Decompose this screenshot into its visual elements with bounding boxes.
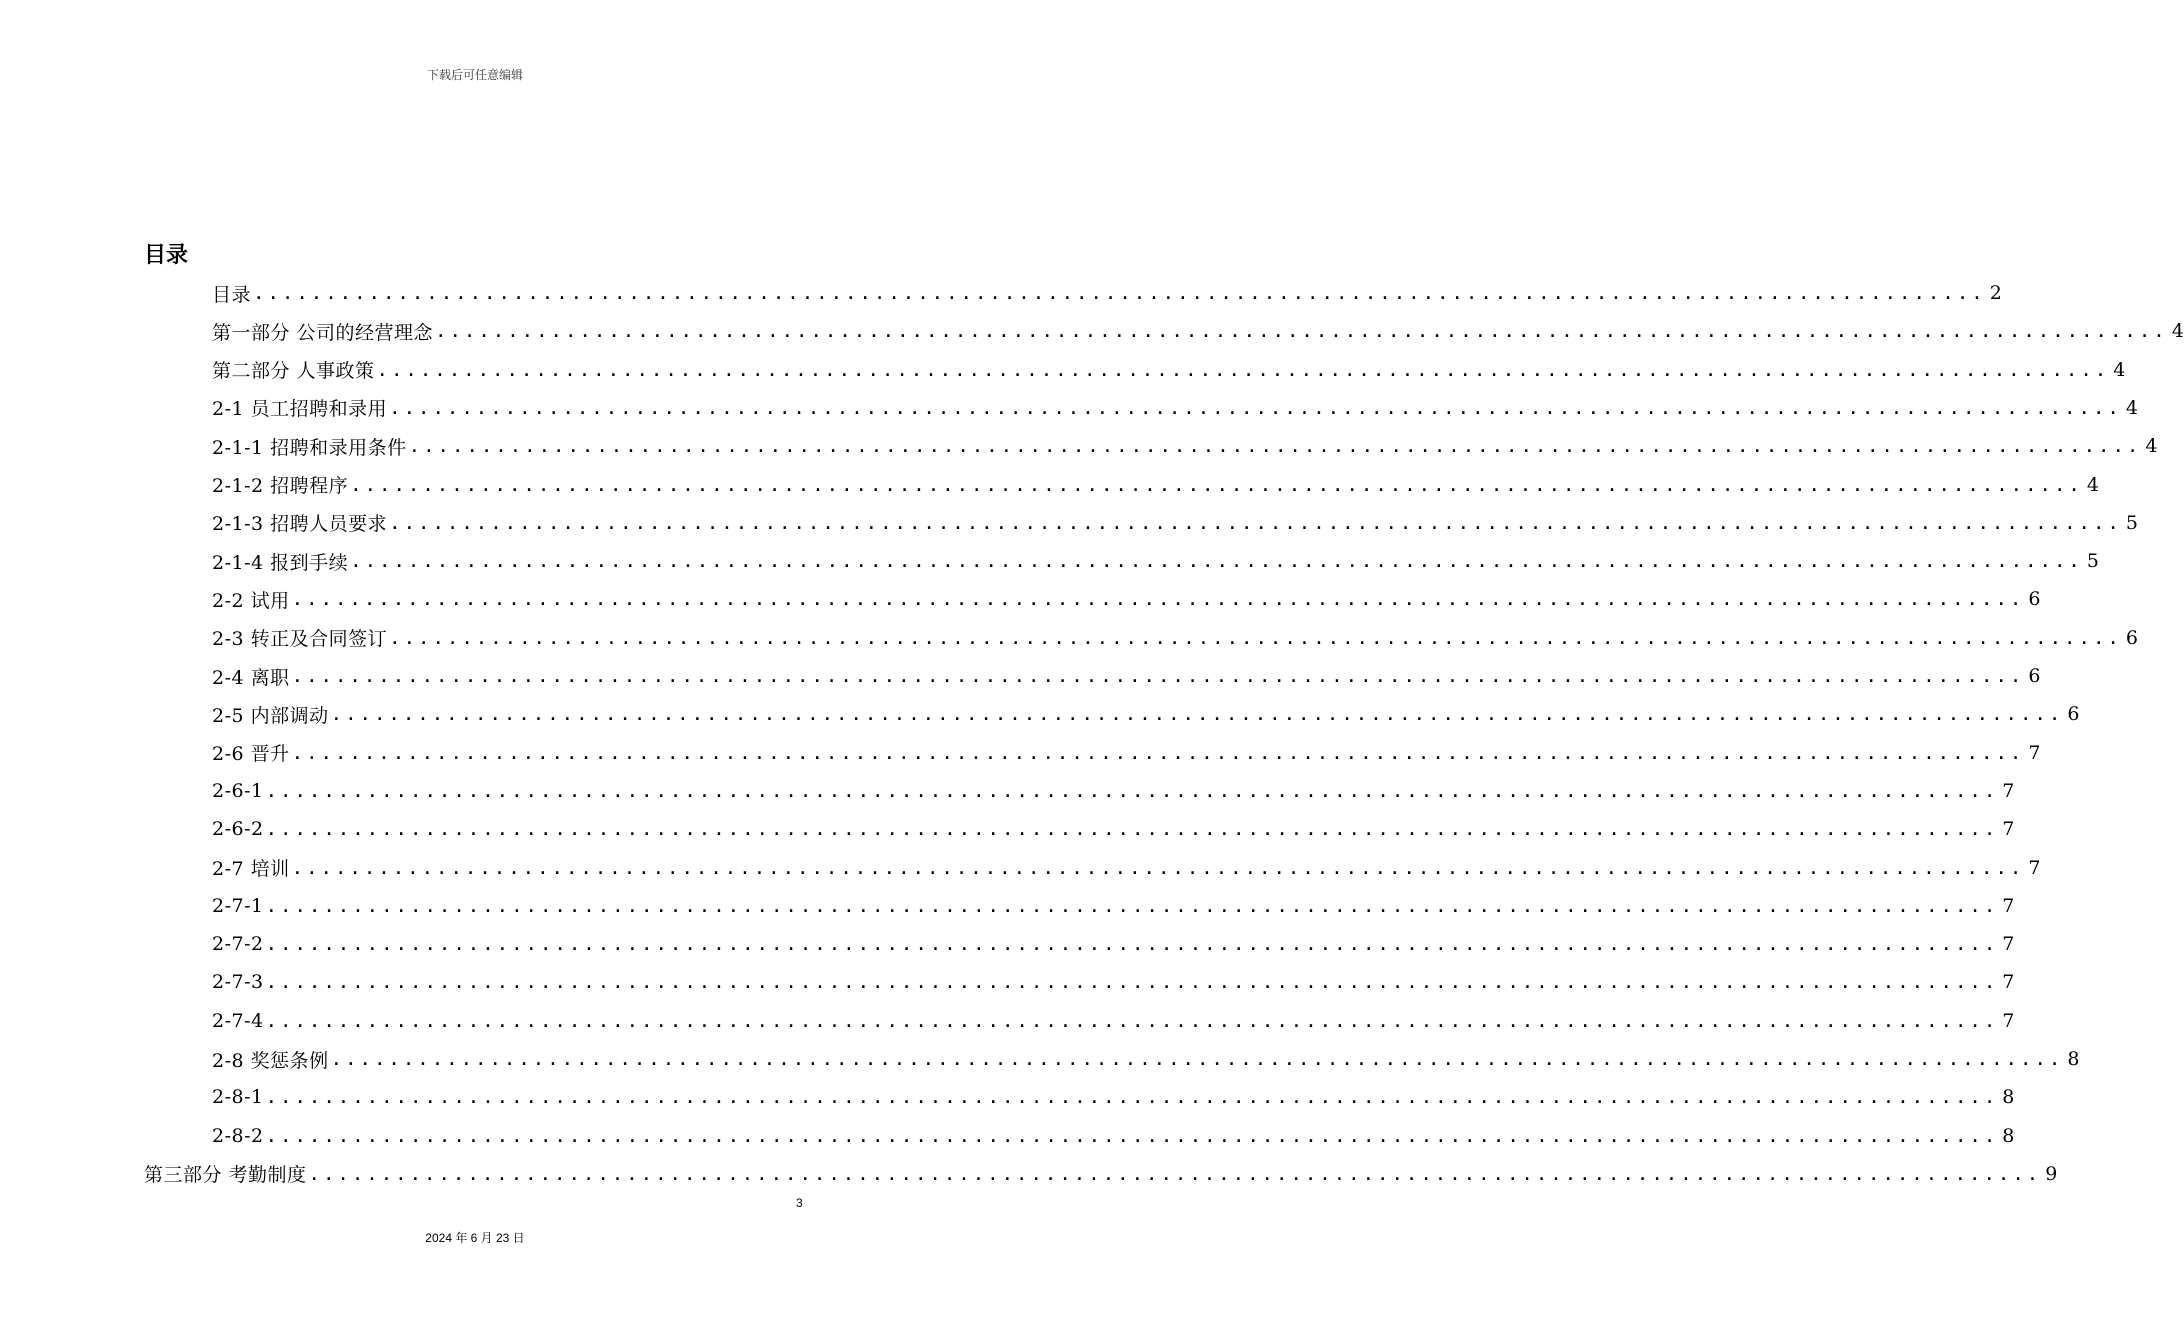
toc-entry[interactable]	[212, 1117, 2015, 1155]
toc-entry[interactable]	[212, 427, 2158, 465]
toc-entry-page: 9	[2045, 1162, 2058, 1185]
toc-entry-label: 目录	[212, 283, 252, 306]
toc-entry-page: 4	[2125, 396, 2138, 419]
toc-entry-page: 4	[2145, 435, 2158, 458]
toc-dot-leader: ........................................................................................................................	[350, 550, 2083, 573]
toc-entry-page: 4	[2113, 358, 2126, 381]
toc-entry-page: 7	[2002, 894, 2015, 917]
toc-entry-label: 2-1-4 报到手续	[212, 551, 349, 574]
toc-dot-leader: ........................................................................................................................	[330, 1048, 2064, 1070]
toc-entry-page: 7	[2002, 933, 2015, 956]
toc-entry-page: 7	[2002, 1009, 2015, 1032]
toc-entry-page: 8	[2002, 1086, 2015, 1109]
toc-entry[interactable]	[212, 1078, 2015, 1116]
toc-entry-label: 2-6-2	[212, 818, 264, 841]
toc-entry[interactable]	[144, 1155, 2058, 1193]
toc-entry-page: 6	[2028, 665, 2041, 687]
page-footer-date: 2024 年 6 月 23 日	[425, 1231, 525, 1245]
toc-dot-leader: ........................................................................................................................	[265, 818, 1999, 841]
toc-entry[interactable]	[212, 1040, 2080, 1078]
toc-entry-page: 7	[2028, 856, 2041, 879]
toc-entry-label: 2-7-2	[212, 933, 264, 956]
toc-dot-leader: ........................................................................................................................	[435, 320, 2168, 343]
toc-dot-leader: ........................................................................................................................	[291, 856, 2025, 879]
toc-entry-label: 第一部分 公司的经营理念	[212, 321, 434, 344]
toc-entry-label: 第二部分 人事政策	[212, 360, 375, 383]
toc-dot-leader: ........................................................................................................................	[265, 1086, 1999, 1109]
toc-entry[interactable]	[212, 963, 2015, 1001]
toc-dot-leader: ........................................................................................................................	[265, 894, 1999, 917]
toc-entry-label: 2-3 转正及合同签订	[212, 628, 388, 651]
toc-dot-leader: ........................................................................................................................	[265, 971, 1999, 994]
page-header: 下载后可任意编辑	[426, 68, 523, 82]
toc-entry-page: 5	[2125, 511, 2138, 534]
toc-entry-page: 7	[2002, 818, 2015, 841]
toc-heading: 目录	[144, 243, 189, 268]
toc-entry-label: 2-7 培训	[212, 858, 290, 880]
toc-entry-label: 2-2 试用	[212, 589, 290, 612]
toc-dot-leader: ........................................................................................................................	[389, 511, 2122, 534]
toc-entry[interactable]	[212, 925, 2015, 963]
toc-entry-page: 6	[2125, 626, 2138, 649]
toc-entry[interactable]	[212, 542, 2099, 580]
toc-entry[interactable]	[212, 1002, 2015, 1040]
toc-dot-leader: ........................................................................................................................	[291, 588, 2025, 611]
toc-entry[interactable]	[212, 389, 2138, 427]
toc-dot-leader: ........................................................................................................................	[291, 665, 2025, 687]
toc-entry[interactable]	[212, 772, 2015, 810]
toc-dot-leader: ........................................................................................................................	[350, 473, 2083, 496]
toc-entry[interactable]	[212, 274, 2002, 312]
toc-entry-label: 2-7-1	[212, 894, 264, 917]
toc-entry[interactable]	[212, 312, 2184, 350]
toc-entry[interactable]	[212, 619, 2138, 657]
toc-entry-label: 2-1-1 招聘和录用条件	[212, 436, 407, 459]
toc-entry-page: 7	[2028, 741, 2041, 764]
toc-dot-leader: ........................................................................................................................	[265, 1124, 1999, 1147]
toc-entry-label: 2-8 奖惩条例	[212, 1049, 329, 1072]
toc-entry[interactable]	[212, 734, 2041, 772]
toc-dot-leader: ........................................................................................................................	[265, 933, 1999, 956]
toc-entry-label: 2-5 内部调动	[212, 704, 329, 727]
toc-entry-label: 2-8-2	[212, 1124, 264, 1147]
toc-entry[interactable]	[212, 580, 2041, 618]
toc-entry-page: 6	[2028, 588, 2041, 611]
toc-entry-label: 2-6 晋升	[212, 743, 290, 766]
toc-entry-page: 7	[2002, 779, 2015, 802]
toc-entry-page: 4	[2171, 320, 2184, 343]
toc-dot-leader: ........................................................................................................................	[376, 358, 2110, 381]
toc-entry[interactable]	[212, 810, 2015, 848]
toc-entry-label: 2-1 员工招聘和录用	[212, 398, 388, 421]
toc-entry-page: 8	[2002, 1124, 2015, 1147]
toc-dot-leader: ........................................................................................................................	[308, 1162, 2042, 1185]
toc-entry[interactable]	[212, 695, 2080, 733]
page-number: 3	[796, 1196, 803, 1210]
toc-entry-label: 2-4 离职	[212, 666, 290, 689]
toc-entry-label: 2-6-1	[212, 779, 264, 802]
toc-dot-leader: ........................................................................................................................	[253, 282, 1986, 304]
toc-dot-leader: ........................................................................................................................	[389, 626, 2122, 649]
toc-entry[interactable]	[212, 466, 2099, 504]
toc-entry-label: 2-8-1	[212, 1086, 264, 1109]
toc-entry-page: 8	[2067, 1048, 2080, 1070]
toc-entry-page: 2	[1989, 282, 2002, 304]
toc-entry-label: 2-1-2 招聘程序	[212, 475, 349, 497]
toc-dot-leader: ........................................................................................................................	[330, 703, 2064, 726]
toc-dot-leader: ........................................................................................................................	[408, 435, 2142, 458]
toc-dot-leader: ........................................................................................................................	[265, 1009, 1999, 1032]
toc-entry[interactable]	[212, 504, 2138, 542]
toc-entry-label: 2-1-3 招聘人员要求	[212, 513, 388, 536]
toc-entry[interactable]	[212, 849, 2041, 887]
toc-entry-page: 7	[2002, 971, 2015, 994]
toc-entry[interactable]	[212, 351, 2126, 389]
toc-entry-label: 2-7-4	[212, 1009, 264, 1032]
toc-entry-page: 5	[2086, 550, 2099, 573]
toc-entry-page: 4	[2086, 473, 2099, 496]
toc-dot-leader: ........................................................................................................................	[291, 741, 2025, 764]
toc-dot-leader: ........................................................................................................................	[265, 779, 1999, 802]
toc-entry-page: 6	[2067, 703, 2080, 726]
toc-entry[interactable]	[212, 657, 2041, 695]
toc-entry-label: 第三部分 考勤制度	[144, 1164, 307, 1187]
toc-entry-label: 2-7-3	[212, 971, 264, 994]
toc-entry[interactable]	[212, 887, 2015, 925]
toc-dot-leader: ........................................................................................................................	[389, 396, 2122, 419]
